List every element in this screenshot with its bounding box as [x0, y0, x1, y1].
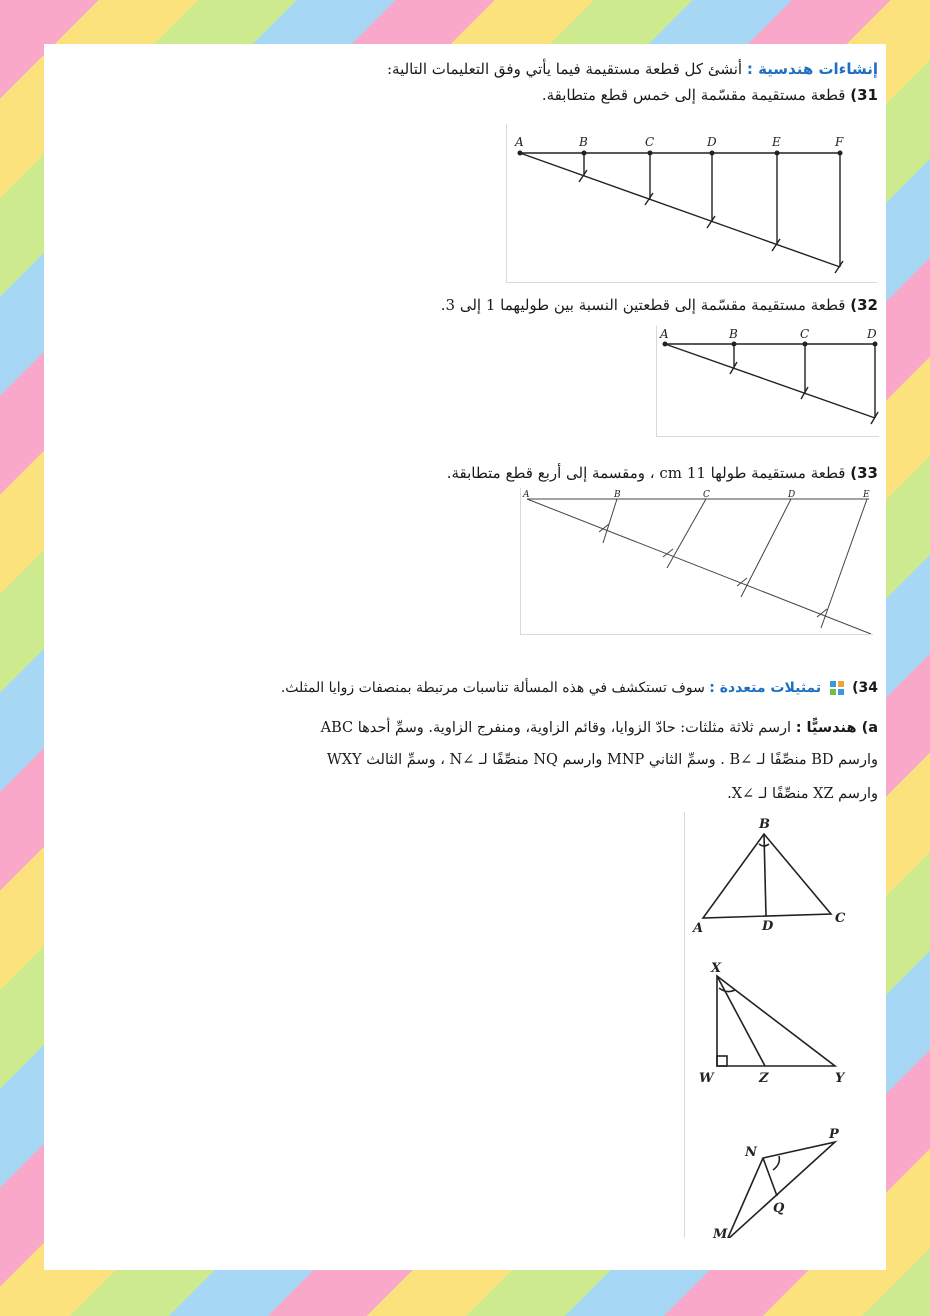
label-A: A [693, 921, 704, 936]
label-D: D [867, 327, 877, 341]
problem-number: 31) [850, 86, 878, 104]
label-A: A [523, 490, 530, 500]
label-M: M [713, 1227, 728, 1238]
label-B: B [614, 490, 621, 500]
part-a-text-1: ارسم ثلاثة مثلثات: حادّ الزوايا، وقائم الزاوية، ومنفرج الزاوية. وسمِّ أحدها ABC [320, 720, 792, 736]
label-Q: Q [773, 1201, 785, 1216]
label-C: C [645, 135, 655, 149]
label-D: D [762, 919, 774, 934]
section-title: إنشاءات هندسية : [746, 60, 878, 78]
bisector-nq [763, 1158, 777, 1196]
label-E: E [772, 135, 781, 149]
problem-33 [447, 464, 878, 482]
problem-text: سوف تستكشف في هذه المسألة تناسبات مرتبطة بمنصفات زوايا المثلث. [280, 680, 705, 696]
triangles-drawing [685, 812, 851, 1238]
label-C: C [835, 911, 846, 926]
label-A: A [660, 327, 669, 341]
section-instruction: أنشئ كل قطعة مستقيمة فيما يأتي وفق التعليمات التالية: [386, 60, 743, 78]
figure-33 [520, 488, 873, 635]
figure-31-drawing [507, 124, 877, 282]
problem-text: قطعة مستقيمة مقسّمة إلى خمس قطع متطابقة. [541, 86, 846, 104]
part-a-text-2: وارسم BD منصِّفًا لـ ∠B . وسمِّ الثاني MNP وارسم NQ منصِّفًا لـ ∠N ، وسمِّ الثالث WXY [326, 752, 878, 768]
part-a-line-3 [727, 786, 878, 802]
problem-text: قطعة مستقيمة مقسّمة إلى قطعتين النسبة بين طوليهما 1 إلى 3. [440, 296, 846, 314]
problem-number: 34) [852, 680, 878, 696]
angle-arc [773, 1156, 779, 1170]
problem-32 [441, 296, 878, 314]
label-D: D [707, 135, 717, 149]
label-A: A [515, 135, 524, 149]
label-N: N [745, 1145, 757, 1160]
label-B: B [579, 135, 588, 149]
problem-number: 32) [850, 296, 878, 314]
problem-text: قطعة مستقيمة طولها 11 cm ، ومقسمة إلى أربع قطع متطابقة. [446, 464, 846, 482]
triangle-mnp [727, 1142, 835, 1238]
triangles-figure [684, 812, 851, 1238]
label-E: E [863, 490, 870, 500]
label-C: C [800, 327, 810, 341]
label-P: P [829, 1127, 839, 1142]
figure-33-drawing [521, 488, 873, 634]
label-F: F [835, 135, 844, 149]
label-Y: Y [835, 1071, 845, 1086]
section-header [387, 60, 878, 78]
figure-32 [656, 326, 879, 437]
part-a-line-2 [327, 752, 878, 768]
problem-31 [542, 86, 878, 104]
label-D: D [788, 490, 796, 500]
label-X: X [711, 961, 722, 976]
label-B: B [729, 327, 738, 341]
problem-34-title: تمثيلات متعددة : [709, 680, 822, 696]
figure-32-drawing [657, 326, 879, 436]
label-C: C [703, 490, 710, 500]
part-a-label: a) هندسيًّا : [795, 720, 878, 736]
label-W: W [699, 1071, 714, 1086]
worksheet-page [44, 44, 886, 1270]
multiple-representations-icon [830, 681, 844, 695]
problem-number: 33) [850, 464, 878, 482]
part-a-text-3: وارسم XZ منصِّفًا لـ ∠X. [727, 786, 878, 802]
label-Z: Z [759, 1071, 769, 1086]
label-B: B [759, 817, 770, 832]
part-a-line-1 [321, 720, 878, 736]
figure-31 [506, 124, 877, 283]
problem-34 [281, 680, 878, 696]
